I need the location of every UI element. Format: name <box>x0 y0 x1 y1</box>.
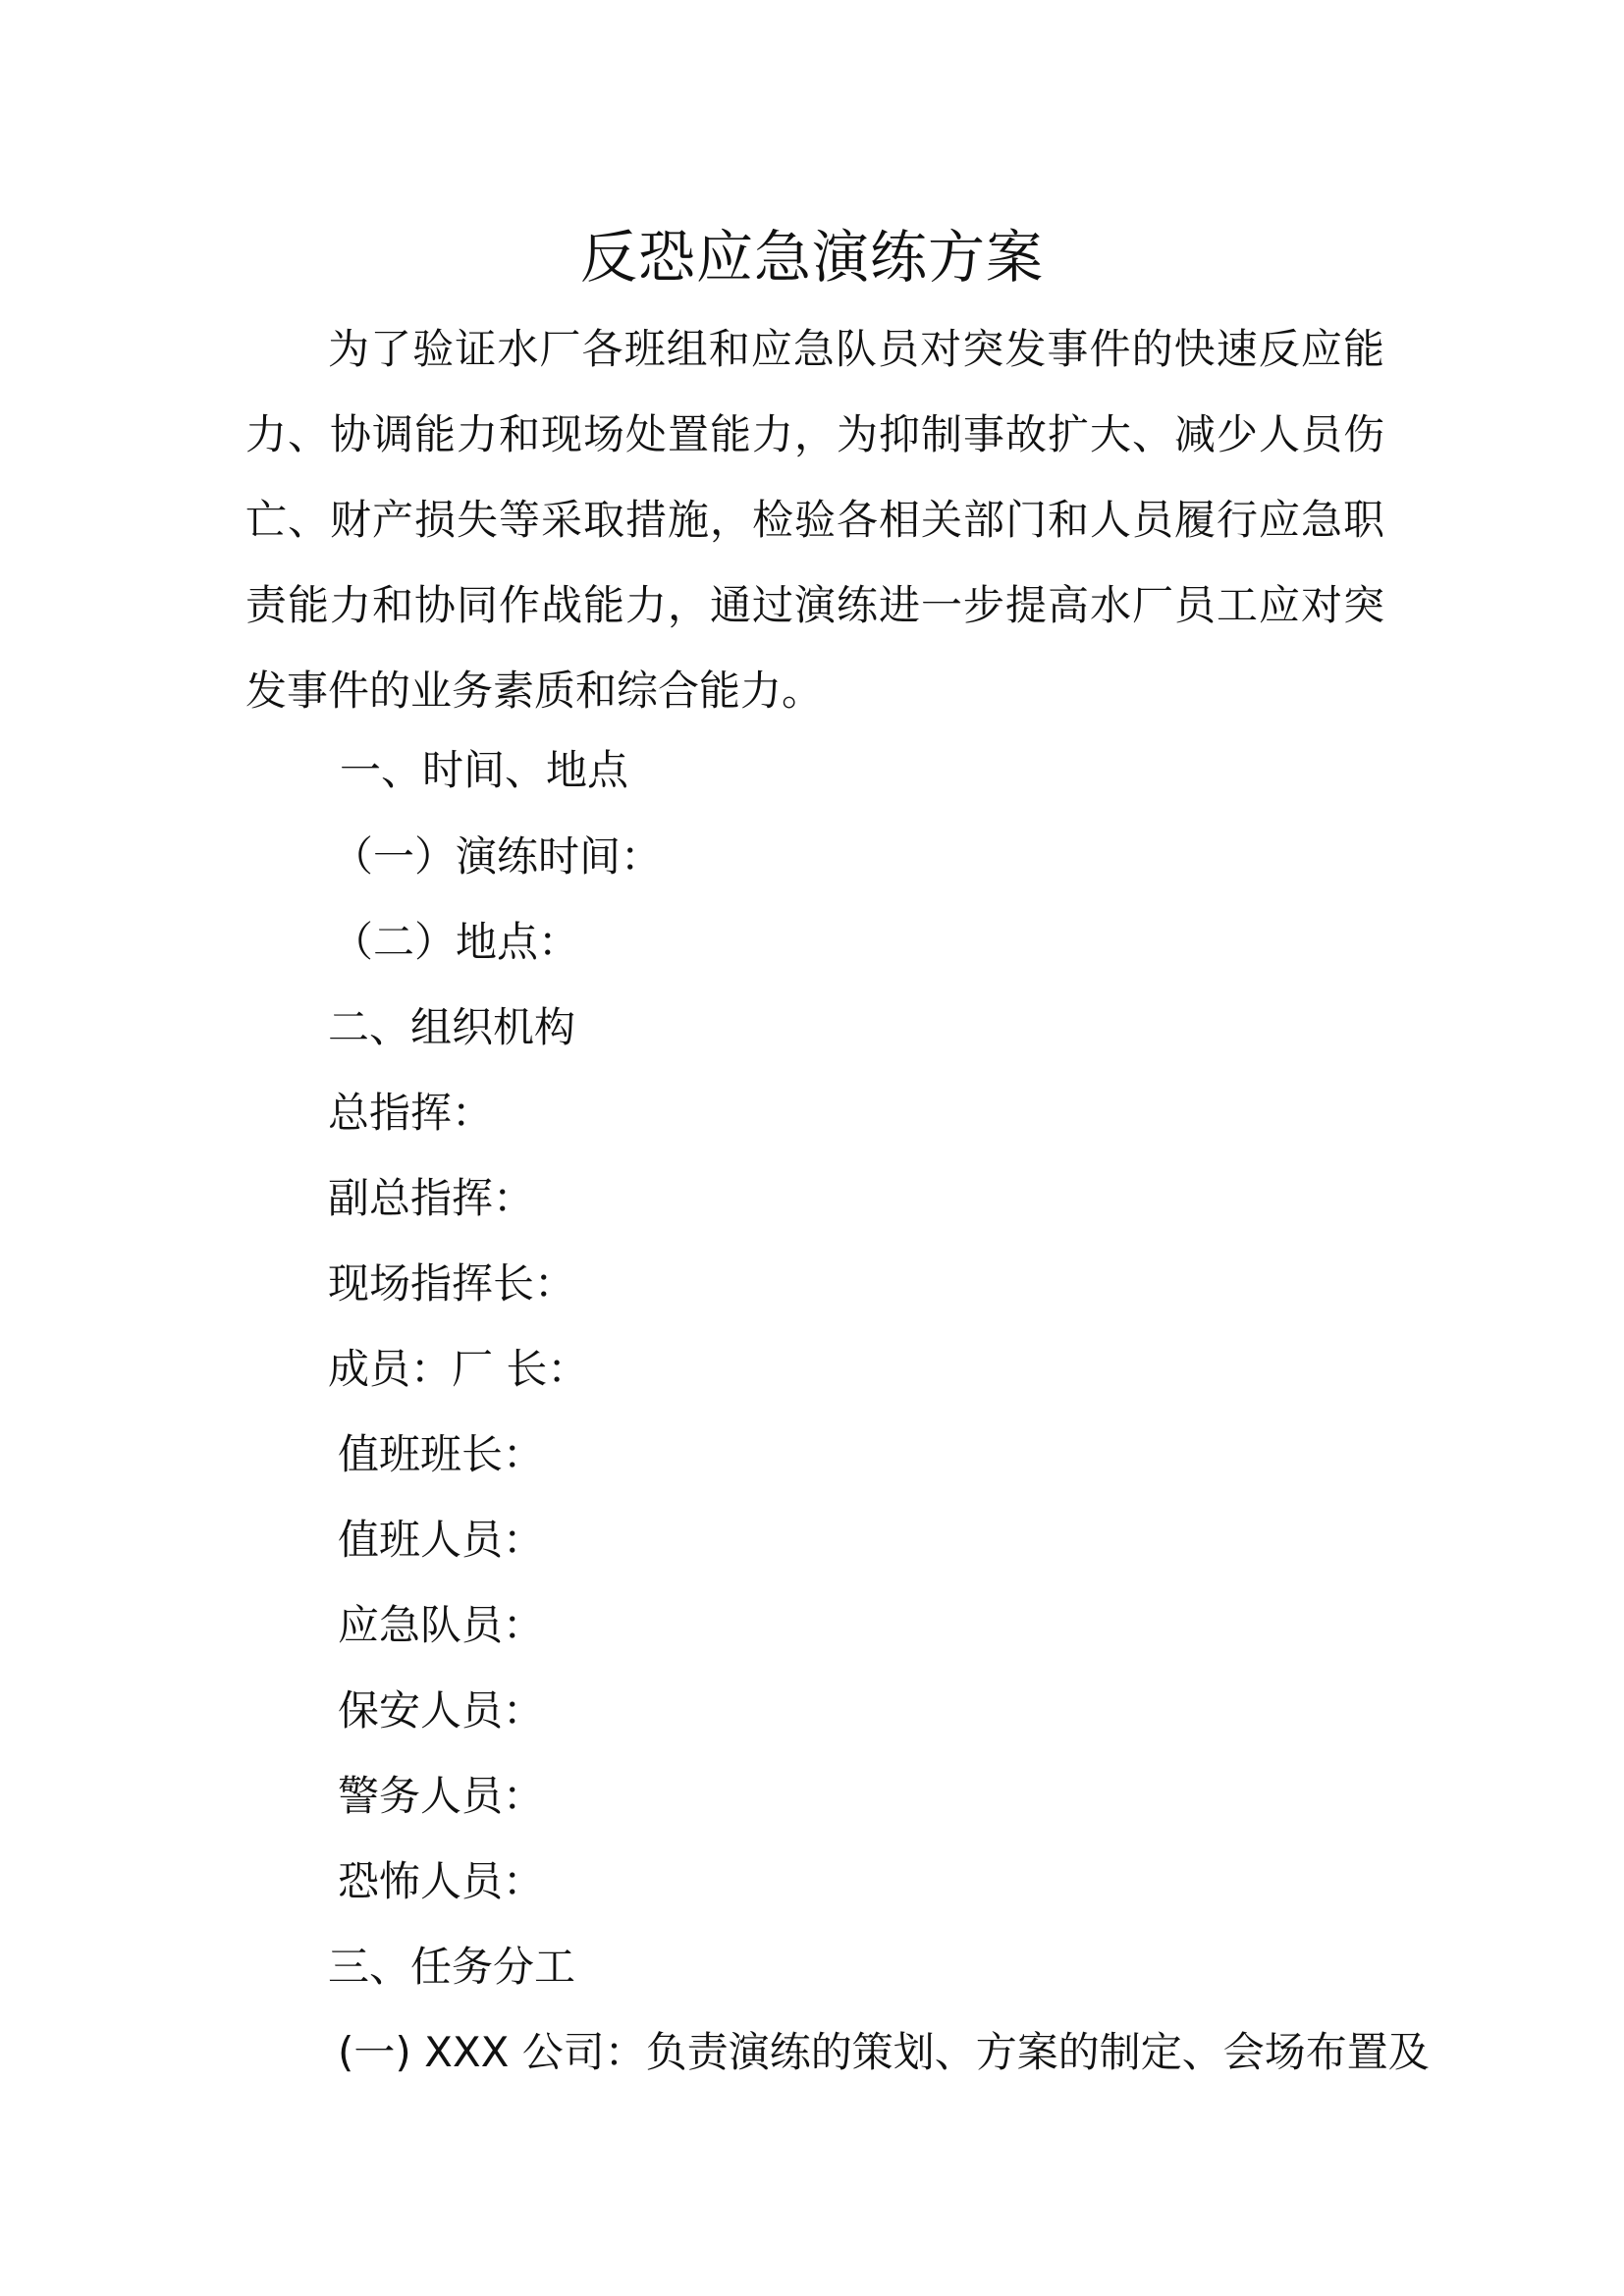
org-shift-leader: 值班班长： <box>338 1430 545 1478</box>
section-3-item-1: (一) XXX 公司：负责演练的策划、方案的制定、会场布置及 <box>338 2028 1430 2076</box>
org-police: 警务人员： <box>338 1772 545 1820</box>
org-shift-staff: 值班人员： <box>338 1516 545 1564</box>
section-1-time: （一）演练时间： <box>332 832 663 881</box>
org-terrorists: 恐怖人员： <box>338 1857 545 1905</box>
org-field-commander: 现场指挥长： <box>328 1259 576 1308</box>
org-chief: 总指挥： <box>328 1089 494 1137</box>
document-title: 反恐应急演练方案 <box>579 224 1044 291</box>
section-3-heading: 三、任务分工 <box>328 1943 576 1991</box>
section-1-location: （二）地点： <box>332 918 580 966</box>
intro-paragraph: 为了验证水厂各班组和应急队员对突发事件的快速反应能力、协调能力和现场处置能力，为抑制事故扩大、减少人员伤亡、财产损失等采取措施，检验各相关部门和人员履行应急职责能力和协同作战能力，通过演练进一步提高水厂员工应对突发事件的业务素质和综合能力。 <box>245 325 1384 715</box>
org-members-label: 成员：厂 长： <box>328 1345 589 1393</box>
org-deputy: 副总指挥： <box>328 1174 535 1222</box>
org-security: 保安人员： <box>338 1686 545 1735</box>
section-1-heading: 一、时间、地点 <box>340 746 629 794</box>
section-2-heading: 二、组织机构 <box>328 1003 576 1051</box>
org-emergency-team: 应急队员： <box>338 1601 545 1649</box>
